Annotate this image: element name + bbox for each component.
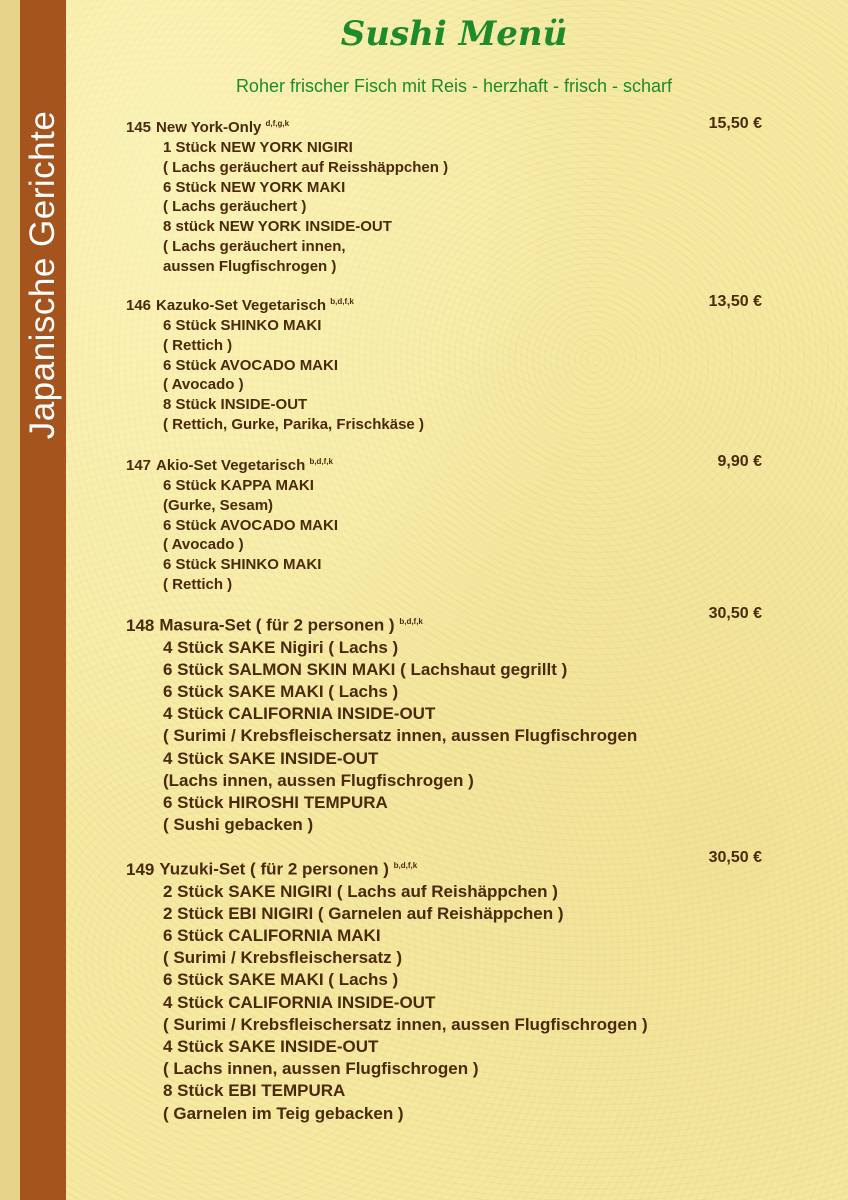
item-line: 6 Stück KAPPA MAKI xyxy=(163,477,314,494)
item-line: ( Lachs geräuchert ) xyxy=(163,198,307,216)
item-line: 6 Stück HIROSHI TEMPURA xyxy=(163,793,388,813)
item-line: 8 Stück EBI TEMPURA xyxy=(163,1081,346,1101)
item-line: 6 Stück SHINKO MAKI xyxy=(163,556,322,574)
item-number: 146 xyxy=(126,297,152,314)
item-line: (Gurke, Sesam) xyxy=(163,496,274,514)
item-line: 6 Stück NEW YORK MAKI xyxy=(163,178,346,196)
item-name: Akio-Set Vegetarisch xyxy=(156,457,306,474)
item-line: 2 Stück EBI NIGIRI ( Garnelen auf Reishäppchen ) xyxy=(163,903,564,923)
item-line: ( Garnelen im Teig gebacken ) xyxy=(163,1103,404,1123)
item-line: 2 Stück SAKE NIGIRI ( Lachs auf Reishäppchen ) xyxy=(163,881,558,901)
menu-item-148 xyxy=(126,605,766,836)
item-name: Kazuko-Set Vegetarisch xyxy=(156,297,327,314)
item-line: 8 stück NEW YORK INSIDE-OUT xyxy=(163,218,392,236)
item-line: ( Rettich ) xyxy=(163,336,233,354)
item-contents xyxy=(126,138,766,277)
item-contents xyxy=(126,881,766,1125)
item-line: aussen Flugfischrogen ) xyxy=(163,257,337,275)
item-allergens: b,d,f,k xyxy=(309,457,333,466)
menu-title: Sushi Menü xyxy=(340,14,568,54)
item-line: ( Avocado ) xyxy=(163,536,244,554)
item-contents xyxy=(126,637,766,837)
item-line: ( Lachs innen, aussen Flugfischrogen ) xyxy=(163,1059,479,1079)
item-line: ( Sushi gebacken ) xyxy=(163,815,314,835)
menu-item-147 xyxy=(126,452,766,595)
item-line: ( Surimi / Krebsfleischersatz ) xyxy=(163,948,403,968)
item-contents xyxy=(126,476,766,595)
item-name: Masura-Set ( für 2 personen ) xyxy=(159,615,395,635)
item-price: 15,50 € xyxy=(708,115,762,132)
menu-item-145 xyxy=(126,114,766,277)
item-heading xyxy=(126,452,766,476)
item-heading xyxy=(126,114,766,138)
item-price: 30,50 € xyxy=(708,605,762,622)
item-allergens: b,d,f,k xyxy=(330,297,354,306)
item-line: 4 Stück SAKE INSIDE-OUT xyxy=(163,1037,379,1057)
menu-subtitle: Roher frischer Fisch mit Reis - herzhaft - frisch - scharf xyxy=(235,76,673,96)
menu-item-146 xyxy=(126,292,766,435)
item-price: 30,50 € xyxy=(708,849,762,866)
item-name: New York-Only xyxy=(156,119,262,136)
item-heading xyxy=(126,605,766,637)
item-line: 1 Stück NEW YORK NIGIRI xyxy=(163,139,353,156)
menu-item-149 xyxy=(126,849,766,1125)
item-line: ( Rettich, Gurke, Parika, Frischkäse ) xyxy=(163,415,424,433)
item-line: ( Surimi / Krebsfleischersatz innen, aussen Flugfischrogen xyxy=(163,726,638,746)
item-line: 4 Stück SAKE Nigiri ( Lachs ) xyxy=(163,637,399,657)
item-line: ( Avocado ) xyxy=(163,376,244,394)
item-number: 147 xyxy=(126,457,152,474)
item-line: 4 Stück CALIFORNIA INSIDE-OUT xyxy=(163,992,436,1012)
item-line: ( Rettich ) xyxy=(163,575,233,593)
item-allergens: b,d,f,k xyxy=(399,617,423,626)
item-allergens: d,f,g,k xyxy=(265,119,290,128)
item-heading xyxy=(126,292,766,316)
item-allergens: b,d,f,k xyxy=(393,861,418,870)
item-line: 4 Stück SAKE INSIDE-OUT xyxy=(163,748,379,768)
item-price: 9,90 € xyxy=(717,453,762,470)
item-number: 149 xyxy=(126,859,155,879)
item-line: 4 Stück CALIFORNIA INSIDE-OUT xyxy=(163,704,436,724)
item-line: 6 Stück AVOCADO MAKI xyxy=(163,516,339,534)
side-title: Japanische Gerichte xyxy=(23,110,62,440)
item-line: 6 Stück SHINKO MAKI xyxy=(163,317,322,334)
item-line: ( Lachs geräuchert auf Reisshäppchen ) xyxy=(163,158,449,176)
item-line: ( Surimi / Krebsfleischersatz innen, aussen Flugfischrogen ) xyxy=(163,1014,648,1034)
item-line: 6 Stück SALMON SKIN MAKI ( Lachshaut gegrillt ) xyxy=(163,659,568,679)
item-contents xyxy=(126,316,766,435)
item-line: 6 Stück SAKE MAKI ( Lachs ) xyxy=(163,682,399,702)
item-number: 148 xyxy=(126,615,155,635)
item-line: 6 Stück AVOCADO MAKI xyxy=(163,356,339,374)
item-line: 6 Stück CALIFORNIA MAKI xyxy=(163,926,381,946)
item-line: 8 Stück INSIDE-OUT xyxy=(163,396,308,414)
item-line: 6 Stück SAKE MAKI ( Lachs ) xyxy=(163,970,399,990)
item-price: 13,50 € xyxy=(708,293,762,310)
item-number: 145 xyxy=(126,119,152,136)
item-name: Yuzuki-Set ( für 2 personen ) xyxy=(159,859,389,879)
item-line: ( Lachs geräuchert innen, xyxy=(163,237,346,255)
item-heading xyxy=(126,849,766,881)
item-line: (Lachs innen, aussen Flugfischrogen ) xyxy=(163,770,474,790)
